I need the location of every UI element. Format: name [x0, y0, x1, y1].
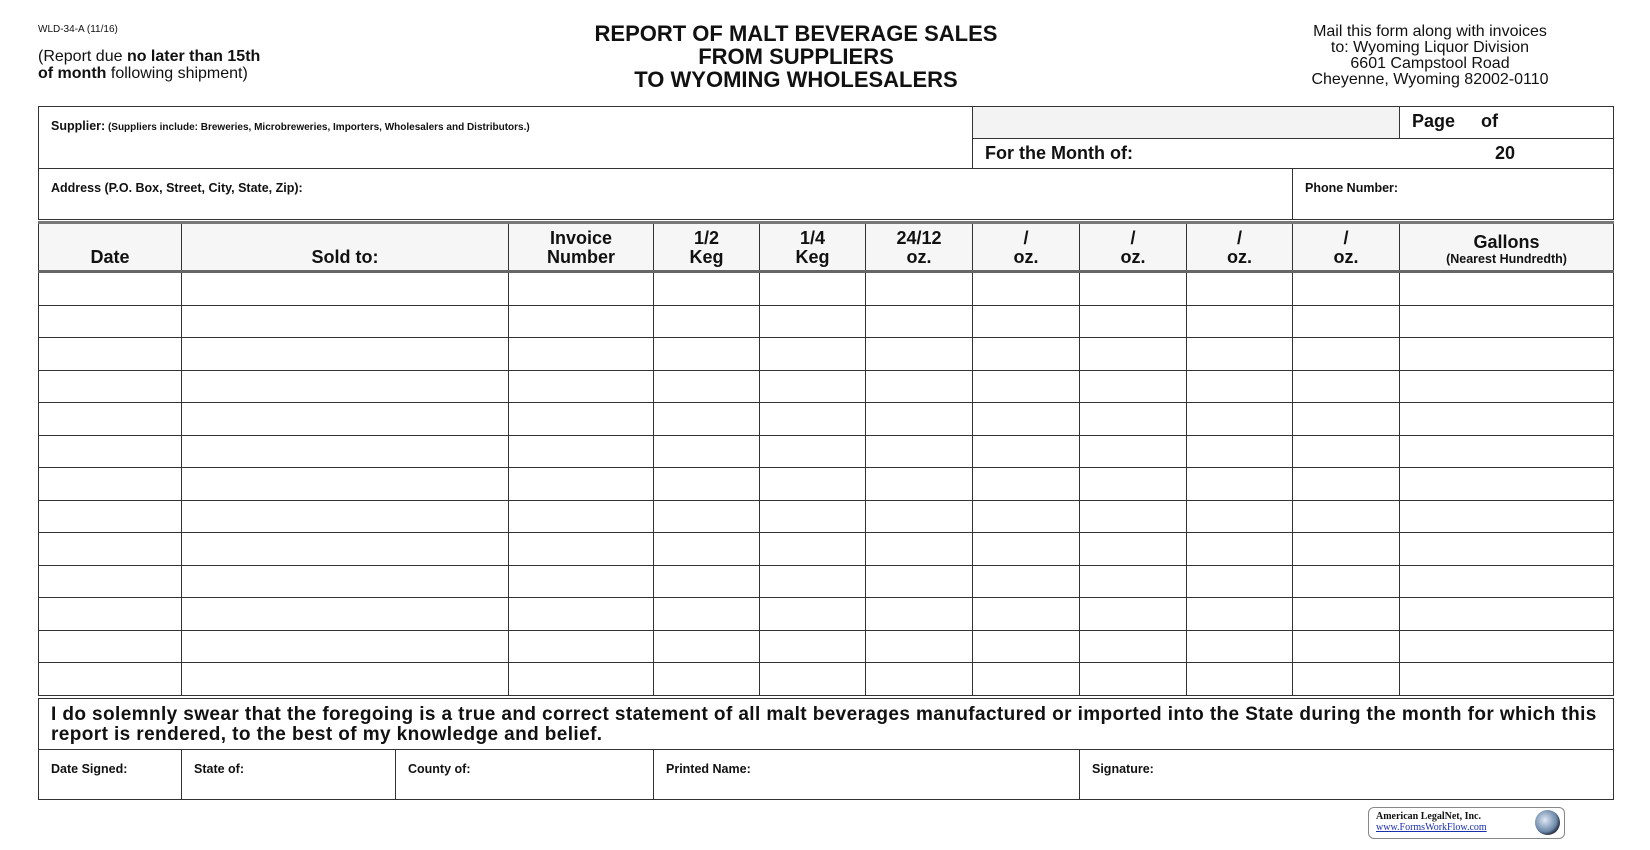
signature-field[interactable]: [39, 750, 182, 800]
table-cell[interactable]: [509, 403, 654, 436]
table-cell[interactable]: [39, 500, 182, 533]
table-cell[interactable]: [39, 533, 182, 566]
table-row: [39, 468, 1614, 501]
table-cell[interactable]: [509, 630, 654, 663]
signature-field[interactable]: [1080, 750, 1614, 800]
table-cell[interactable]: [1400, 338, 1614, 371]
table-cell[interactable]: [509, 272, 654, 306]
table-cell[interactable]: [182, 565, 509, 598]
table-cell[interactable]: [1293, 598, 1400, 631]
column-header: [760, 223, 866, 272]
table-cell[interactable]: [509, 663, 654, 696]
table-cell[interactable]: [39, 598, 182, 631]
table-cell[interactable]: [1400, 630, 1614, 663]
table-cell[interactable]: [1293, 305, 1400, 338]
form-code: WLD-34-A (11/16): [38, 24, 118, 35]
table-cell[interactable]: [39, 305, 182, 338]
month-label: For the Month of:: [985, 143, 1133, 163]
table-row: [39, 403, 1614, 436]
table-cell[interactable]: [1293, 435, 1400, 468]
mail-line: Cheyenne, Wyoming 82002-0110: [1311, 71, 1549, 88]
column-header-line1: /: [1343, 228, 1349, 248]
table-cell[interactable]: [1187, 403, 1293, 436]
table-cell[interactable]: [654, 338, 760, 371]
table-cell[interactable]: [760, 338, 866, 371]
table-cell[interactable]: [1080, 435, 1187, 468]
table-cell[interactable]: [760, 370, 866, 403]
table-cell[interactable]: [1293, 468, 1400, 501]
table-cell[interactable]: [1400, 500, 1614, 533]
table-cell[interactable]: [866, 468, 973, 501]
address-field[interactable]: [39, 169, 1293, 220]
table-cell[interactable]: [39, 630, 182, 663]
table-cell[interactable]: [654, 598, 760, 631]
table-cell[interactable]: [1400, 435, 1614, 468]
table-row: [39, 565, 1614, 598]
table-cell[interactable]: [760, 500, 866, 533]
column-header: [654, 223, 760, 272]
table-cell[interactable]: [654, 468, 760, 501]
signature-field-label: Date Signed:: [51, 762, 128, 776]
table-cell[interactable]: [509, 468, 654, 501]
column-header-line2: oz.: [1013, 247, 1039, 267]
table-cell[interactable]: [182, 500, 509, 533]
page-field[interactable]: [1400, 107, 1614, 139]
column-header-line1: /: [1130, 228, 1136, 248]
table-cell[interactable]: [509, 305, 654, 338]
table-cell[interactable]: [760, 435, 866, 468]
table-cell[interactable]: [182, 630, 509, 663]
signature-field-label: County of:: [408, 762, 471, 776]
table-cell[interactable]: [866, 533, 973, 566]
table-cell[interactable]: [654, 533, 760, 566]
table-cell[interactable]: [654, 305, 760, 338]
signature-field-label: Printed Name:: [666, 762, 751, 776]
table-row: [39, 305, 1614, 338]
table-cell[interactable]: [973, 468, 1080, 501]
table-cell[interactable]: [39, 272, 182, 306]
column-header-line1: [182, 229, 508, 248]
table-cell[interactable]: [973, 533, 1080, 566]
table-cell[interactable]: [182, 403, 509, 436]
table-cell[interactable]: [509, 598, 654, 631]
column-header-line1: Gallons: [1473, 232, 1540, 252]
table-row: [39, 435, 1614, 468]
table-cell[interactable]: [1187, 338, 1293, 371]
table-cell[interactable]: [760, 533, 866, 566]
table-cell[interactable]: [1187, 598, 1293, 631]
globe-icon: [1535, 810, 1560, 835]
table-cell[interactable]: [1400, 272, 1614, 306]
table-cell[interactable]: [760, 630, 866, 663]
table-cell[interactable]: [973, 630, 1080, 663]
sales-table: [38, 221, 1614, 696]
table-cell[interactable]: [973, 338, 1080, 371]
table-cell[interactable]: [1187, 565, 1293, 598]
column-header: [1187, 223, 1293, 272]
table-row: [39, 272, 1614, 306]
table-cell[interactable]: [1080, 370, 1187, 403]
table-cell[interactable]: [866, 305, 973, 338]
column-header-line2: Keg: [689, 247, 724, 267]
table-cell[interactable]: [1400, 468, 1614, 501]
table-cell[interactable]: [973, 272, 1080, 306]
table-cell[interactable]: [1080, 468, 1187, 501]
table-cell[interactable]: [866, 435, 973, 468]
column-header-line1: /: [1236, 228, 1242, 248]
table-cell[interactable]: [182, 598, 509, 631]
table-cell[interactable]: [866, 630, 973, 663]
table-cell[interactable]: [973, 500, 1080, 533]
mail-line: to: Wyoming Liquor Division: [1330, 39, 1530, 56]
table-cell[interactable]: [1187, 272, 1293, 306]
table-cell[interactable]: [1187, 435, 1293, 468]
column-header: [1293, 223, 1400, 272]
table-cell[interactable]: [182, 370, 509, 403]
table-cell[interactable]: [760, 565, 866, 598]
table-cell[interactable]: [509, 435, 654, 468]
table-cell[interactable]: [182, 533, 509, 566]
table-cell[interactable]: [1400, 533, 1614, 566]
table-cell[interactable]: [1293, 338, 1400, 371]
table-cell[interactable]: [973, 598, 1080, 631]
table-row: [39, 598, 1614, 631]
column-header-line1: 24/12: [896, 228, 942, 248]
table-cell[interactable]: [1080, 338, 1187, 371]
table-cell[interactable]: [866, 338, 973, 371]
table-cell[interactable]: [760, 305, 866, 338]
table-cell[interactable]: [654, 435, 760, 468]
table-cell[interactable]: [973, 403, 1080, 436]
supplier-section: [38, 106, 1614, 220]
table-cell[interactable]: [1293, 533, 1400, 566]
table-cell[interactable]: [1080, 598, 1187, 631]
table-cell[interactable]: [1400, 305, 1614, 338]
table-row: [39, 370, 1614, 403]
column-header-line2: oz.: [1227, 247, 1252, 267]
table-cell[interactable]: [866, 598, 973, 631]
due-bold: of month: [38, 65, 107, 82]
table-cell[interactable]: [1187, 630, 1293, 663]
column-header: [1400, 223, 1614, 272]
table-cell[interactable]: [1080, 403, 1187, 436]
column-header-line2: Sold to:: [311, 247, 379, 267]
table-cell[interactable]: [973, 565, 1080, 598]
table-cell[interactable]: [39, 663, 182, 696]
column-header-line1: Invoice: [549, 228, 613, 248]
table-cell[interactable]: [1293, 500, 1400, 533]
table-cell[interactable]: [1187, 305, 1293, 338]
table-cell[interactable]: [760, 468, 866, 501]
phone-field[interactable]: [1293, 169, 1614, 220]
table-cell[interactable]: [1400, 403, 1614, 436]
column-header-line2: Keg: [795, 247, 830, 267]
table-cell[interactable]: [866, 370, 973, 403]
year-label: 20: [1494, 143, 1515, 163]
table-cell[interactable]: [654, 500, 760, 533]
month-field[interactable]: [973, 139, 1614, 169]
column-header-line1: 1/2: [693, 228, 720, 248]
table-cell[interactable]: [1080, 565, 1187, 598]
table-cell[interactable]: [1400, 370, 1614, 403]
table-cell[interactable]: [1400, 663, 1614, 696]
table-cell[interactable]: [866, 403, 973, 436]
table-cell[interactable]: [1187, 468, 1293, 501]
table-cell[interactable]: [760, 403, 866, 436]
logo-name: American LegalNet, Inc.: [1376, 811, 1481, 822]
table-cell[interactable]: [39, 338, 182, 371]
table-row: [39, 338, 1614, 371]
supplier-label: Supplier:: [51, 119, 106, 133]
table-cell[interactable]: [39, 370, 182, 403]
column-header-line2: oz.: [1333, 247, 1359, 267]
american-legalnet-logo[interactable]: [1368, 807, 1565, 839]
table-cell[interactable]: [654, 272, 760, 306]
table-cell[interactable]: [1187, 533, 1293, 566]
table-cell[interactable]: [1293, 272, 1400, 306]
table-cell[interactable]: [1080, 272, 1187, 306]
column-header: [973, 223, 1080, 272]
table-row: [39, 500, 1614, 533]
mail-line: 6601 Campstool Road: [1350, 55, 1510, 72]
table-cell[interactable]: [509, 500, 654, 533]
column-header: [866, 223, 973, 272]
table-cell[interactable]: [1187, 500, 1293, 533]
table-cell[interactable]: [973, 663, 1080, 696]
due-text: (Report due: [38, 48, 127, 65]
column-header: [509, 223, 654, 272]
table-cell[interactable]: [1400, 565, 1614, 598]
due-bold: no later than 15th: [126, 48, 261, 65]
table-cell[interactable]: [1293, 403, 1400, 436]
table-cell[interactable]: [182, 272, 509, 306]
supplier-field[interactable]: [39, 107, 973, 169]
title-line: TO WYOMING WHOLESALERS: [634, 67, 958, 92]
table-cell[interactable]: [1080, 305, 1187, 338]
table-cell[interactable]: [182, 663, 509, 696]
column-header-line2: Date: [90, 247, 130, 267]
column-header-line2: (Nearest Hundredth): [1446, 252, 1567, 266]
signature-field-label: Signature:: [1092, 762, 1154, 776]
due-text: following shipment): [106, 65, 248, 82]
column-header: [1080, 223, 1187, 272]
of-label: of: [1481, 111, 1499, 131]
table-row: [39, 630, 1614, 663]
table-cell[interactable]: [760, 598, 866, 631]
column-header: [182, 223, 509, 272]
table-cell[interactable]: [1080, 500, 1187, 533]
table-cell[interactable]: [39, 403, 182, 436]
page-label: Page: [1412, 111, 1456, 131]
table-cell[interactable]: [866, 565, 973, 598]
table-cell[interactable]: [973, 370, 1080, 403]
signature-field[interactable]: [654, 750, 1080, 800]
table-cell[interactable]: [182, 468, 509, 501]
shaded-field: [973, 107, 1400, 139]
table-cell[interactable]: [1080, 663, 1187, 696]
table-cell[interactable]: [760, 663, 866, 696]
column-header-line2: oz.: [1120, 247, 1146, 267]
due-note: [38, 48, 260, 82]
table-cell[interactable]: [39, 565, 182, 598]
supplier-note: (Suppliers include: Breweries, Microbreweries, Importers, Wholesalers and Distributors.): [105, 122, 530, 133]
certification-section: [38, 698, 1614, 800]
table-cell[interactable]: [973, 435, 1080, 468]
table-cell[interactable]: [760, 272, 866, 306]
column-header-line2: oz.: [906, 247, 932, 267]
table-cell[interactable]: [1293, 370, 1400, 403]
phone-label: Phone Number:: [1305, 181, 1399, 195]
mail-instructions: [1240, 24, 1620, 88]
mail-line: Mail this form along with invoices: [1313, 23, 1547, 40]
table-cell[interactable]: [654, 370, 760, 403]
signature-field[interactable]: [396, 750, 654, 800]
table-cell[interactable]: [182, 435, 509, 468]
table-cell[interactable]: [1080, 630, 1187, 663]
logo-url[interactable]: www.FormsWorkFlow.com: [1376, 822, 1487, 833]
table-cell[interactable]: [654, 630, 760, 663]
table-cell[interactable]: [866, 663, 973, 696]
table-cell[interactable]: [866, 500, 973, 533]
table-cell[interactable]: [654, 403, 760, 436]
table-cell[interactable]: [1187, 663, 1293, 696]
table-cell[interactable]: [39, 435, 182, 468]
table-cell[interactable]: [509, 565, 654, 598]
column-header-line1: /: [1023, 228, 1029, 248]
table-cell[interactable]: [509, 533, 654, 566]
table-row: [39, 533, 1614, 566]
table-cell[interactable]: [509, 370, 654, 403]
address-label: Address (P.O. Box, Street, City, State, Zip):: [51, 181, 303, 195]
page-title: [500, 22, 1092, 91]
table-row: [39, 663, 1614, 696]
table-cell[interactable]: [182, 305, 509, 338]
table-cell[interactable]: [654, 663, 760, 696]
table-cell[interactable]: [973, 305, 1080, 338]
table-cell[interactable]: [1080, 533, 1187, 566]
table-cell[interactable]: [866, 272, 973, 306]
table-cell[interactable]: [182, 338, 509, 371]
title-line: FROM SUPPLIERS: [698, 44, 894, 69]
table-cell[interactable]: [1293, 663, 1400, 696]
title-line: REPORT OF MALT BEVERAGE SALES: [594, 21, 998, 46]
oath-statement: I do solemnly swear that the foregoing is a true and correct statement of all malt beverages manufactured or imported into the State during the month for which this report is rendered, to the best of my knowledge and belief.: [39, 699, 1614, 750]
table-cell[interactable]: [509, 338, 654, 371]
table-cell[interactable]: [1293, 630, 1400, 663]
table-cell[interactable]: [654, 565, 760, 598]
table-cell[interactable]: [1400, 598, 1614, 631]
signature-field[interactable]: [182, 750, 396, 800]
table-cell[interactable]: [1293, 565, 1400, 598]
signature-field-label: State of:: [194, 762, 244, 776]
table-cell[interactable]: [39, 468, 182, 501]
column-header: [39, 223, 182, 272]
column-header-line2: Number: [546, 247, 615, 267]
column-header-line1: 1/4: [799, 228, 826, 248]
table-cell[interactable]: [1187, 370, 1293, 403]
column-header-line1: [39, 229, 181, 248]
